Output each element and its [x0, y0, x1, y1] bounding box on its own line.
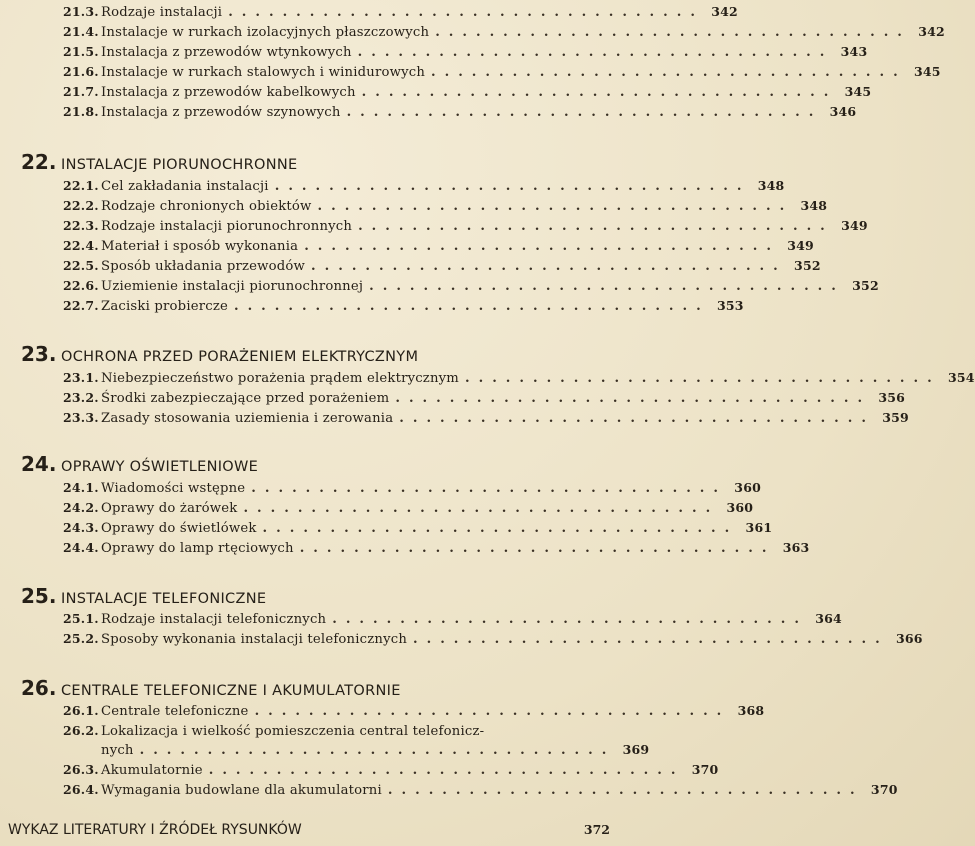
toc-final-entry	[8, 822, 610, 842]
entry-page: 349	[787, 238, 814, 253]
toc-entry	[63, 609, 842, 629]
entry-title: Zaciski probiercze	[101, 299, 228, 314]
entry-title: Środki zabezpieczające przed porażeniem	[101, 391, 390, 406]
entry-title: Oprawy do świetlówek	[101, 521, 257, 536]
entry-title: Rodzaje chronionych obiektów	[101, 199, 312, 214]
entry-number: 25.1.	[63, 611, 99, 626]
toc-entry	[63, 740, 650, 760]
leader-dots: ...................................	[358, 219, 834, 234]
final-entry-page: 372	[583, 822, 610, 837]
entry-page: 345	[844, 84, 872, 99]
entry-title: Instalacje w rurkach stalowych i winidurowych	[101, 65, 426, 80]
entry-page: 353	[717, 298, 744, 313]
entry-page: 360	[726, 500, 754, 515]
entry-title: Akumulatornie	[101, 763, 203, 778]
toc-entry	[63, 2, 738, 22]
toc-entry	[63, 408, 909, 428]
entry-page: 368	[737, 703, 765, 718]
entry-number: 24.1.	[63, 480, 99, 495]
leader-dots: ...................................	[208, 763, 685, 778]
entry-page: 366	[896, 631, 923, 646]
leader-dots: ...................................	[332, 612, 808, 627]
entry-number: 21.3.	[63, 4, 99, 19]
leader-dots: ...................................	[317, 199, 794, 214]
entry-title: Centrale telefoniczne	[101, 704, 249, 719]
toc-entry	[63, 196, 828, 216]
leader-dots: ...................................	[361, 85, 838, 100]
toc-entry	[63, 701, 765, 721]
entry-page: 360	[734, 480, 761, 495]
toc-entry	[63, 368, 975, 388]
entry-number: 22.4.	[63, 238, 99, 253]
entry-page: 343	[840, 44, 868, 59]
entry-title: Zasady stosowania uziemienia i zerowania	[101, 411, 394, 426]
toc-entry	[63, 629, 923, 649]
entry-title: Cel zakładania instalacji	[101, 179, 269, 194]
toc-entry	[63, 760, 719, 780]
leader-dots: ...................................	[243, 501, 720, 516]
leader-dots: ...................................	[299, 541, 776, 556]
entry-page: 363	[782, 540, 810, 555]
entry-number: 22.2.	[63, 198, 99, 213]
chapter-title: OCHRONA PRZED PORAŻENIEM ELEKTRYCZNYM	[61, 349, 419, 365]
entry-number: 22.6.	[63, 278, 99, 293]
chapter-heading	[21, 452, 258, 476]
entry-page: 348	[757, 178, 785, 193]
entry-number: 26.3.	[63, 762, 99, 777]
leader-dots: ...................................	[228, 5, 704, 20]
entry-page: 370	[691, 762, 719, 777]
leader-dots: ...................................	[387, 783, 864, 798]
entry-title: Sposób układania przewodów	[101, 259, 306, 274]
entry-number: 21.5.	[63, 44, 99, 59]
leader-dots: ...................................	[304, 239, 780, 254]
entry-title: Instalacja z przewodów szynowych	[101, 105, 341, 120]
entry-title: Niebezpieczeństwo porażenia prądem elektrycznym	[101, 371, 460, 386]
toc-entry	[63, 176, 785, 196]
entry-title: Materiał i sposób wykonania	[101, 239, 299, 254]
entry-page: 356	[878, 390, 906, 405]
leader-dots: ...................................	[311, 259, 787, 274]
chapter-heading	[21, 342, 418, 366]
entry-title: Instalacja z przewodów wtynkowych	[101, 45, 352, 60]
entry-page: 348	[800, 198, 828, 213]
chapter-heading	[21, 584, 266, 608]
entry-page: 364	[815, 611, 842, 626]
entry-number: 21.7.	[63, 84, 99, 99]
entry-title: nych	[101, 743, 134, 758]
entry-title: Instalacje w rurkach izolacyjnych płaszczowych	[101, 25, 430, 40]
chapter-number: 22.	[21, 150, 57, 174]
toc-entry	[63, 216, 868, 236]
entry-number: 24.4.	[63, 540, 99, 555]
entry-page: 342	[918, 24, 945, 39]
chapter-title: INSTALACJE TELEFONICZNE	[61, 591, 267, 607]
toc-entry	[63, 296, 744, 316]
entry-number: 22.3.	[63, 218, 99, 233]
entry-page: 359	[882, 410, 909, 425]
entry-number: 21.8.	[63, 104, 99, 119]
leader-dots: ...................................	[399, 411, 875, 426]
entry-number: 21.4.	[63, 24, 99, 39]
entry-number: 21.6.	[63, 64, 99, 79]
entry-title: Instalacja z przewodów kabelkowych	[101, 85, 356, 100]
chapter-heading	[21, 676, 401, 700]
leader-dots: ...................................	[274, 179, 751, 194]
toc-entry	[63, 62, 941, 82]
entry-title: Wiadomości wstępne	[101, 481, 246, 496]
toc-entry	[63, 388, 906, 408]
entry-page: 346	[829, 104, 857, 119]
entry-title: Oprawy do żarówek	[101, 501, 238, 516]
entry-number: 24.3.	[63, 520, 99, 535]
entry-page: 369	[622, 742, 650, 757]
chapter-heading	[21, 150, 297, 174]
leader-dots: ...................................	[465, 371, 941, 386]
leader-dots: ...................................	[369, 279, 845, 294]
entry-number: 26.1.	[63, 703, 99, 718]
toc-entry	[63, 518, 773, 538]
toc-entry	[63, 780, 898, 800]
entry-page: 370	[870, 782, 898, 797]
leader-dots: ...................................	[435, 25, 911, 40]
entry-title: Rodzaje instalacji	[101, 5, 223, 20]
entry-number: 26.2.	[63, 723, 99, 738]
entry-number: 26.4.	[63, 782, 99, 797]
toc-entry	[63, 22, 945, 42]
toc-entry	[63, 538, 810, 558]
leader-dots: ...................................	[357, 45, 834, 60]
leader-dots: ...................................	[234, 299, 710, 314]
toc-entry	[63, 498, 754, 518]
entry-number: 23.1.	[63, 370, 99, 385]
entry-page: 352	[852, 278, 879, 293]
entry-page: 342	[711, 4, 738, 19]
entry-title: Uziemienie instalacji piorunochronnej	[101, 279, 364, 294]
entry-page: 349	[841, 218, 868, 233]
entry-page: 354	[948, 370, 975, 385]
entry-number: 24.2.	[63, 500, 99, 515]
entry-page: 361	[745, 520, 773, 535]
leader-dots: ...................................	[346, 105, 823, 120]
leader-dots: ...................................	[251, 481, 727, 496]
entry-title: Wymagania budowlane dla akumulatorni	[101, 783, 382, 798]
leader-dots: ...................................	[254, 704, 731, 719]
entry-number: 22.1.	[63, 178, 99, 193]
entry-title: Rodzaje instalacji telefonicznych	[101, 612, 327, 627]
chapter-number: 25.	[21, 584, 57, 608]
toc-entry	[63, 102, 857, 122]
chapter-title: INSTALACJE PIORUNOCHRONNE	[61, 157, 298, 173]
leader-dots: ...................................	[139, 743, 616, 758]
entry-title: Sposoby wykonania instalacji telefonicznych	[101, 632, 408, 647]
entry-number: 23.2.	[63, 390, 99, 405]
chapter-number: 26.	[21, 676, 57, 700]
chapter-number: 23.	[21, 342, 57, 366]
entry-title: Lokalizacja i wielkość pomieszczenia central telefonicz-	[101, 724, 485, 739]
entry-number: 22.5.	[63, 258, 99, 273]
entry-title: Rodzaje instalacji piorunochronnych	[101, 219, 353, 234]
toc-entry	[63, 42, 868, 62]
entry-number: 25.2.	[63, 631, 99, 646]
final-entry-title: WYKAZ LITERATURY I ŹRÓDEŁ RYSUNKÓW	[8, 822, 302, 838]
toc-entry	[63, 721, 610, 741]
entry-number: 23.3.	[63, 410, 99, 425]
toc-entry	[63, 82, 872, 102]
toc-entry	[63, 256, 821, 276]
entry-title: Oprawy do lamp rtęciowych	[101, 541, 294, 556]
toc-entry	[63, 478, 761, 498]
leader-dots: ...................................	[395, 391, 872, 406]
entry-page: 352	[794, 258, 821, 273]
chapter-title: CENTRALE TELEFONICZNE I AKUMULATORNIE	[61, 683, 401, 699]
entry-number: 22.7.	[63, 298, 99, 313]
leader-dots: ...................................	[413, 632, 889, 647]
leader-dots: ...................................	[431, 65, 907, 80]
toc-entry	[63, 276, 879, 296]
toc-entry	[63, 236, 814, 256]
chapter-title: OPRAWY OŚWIETLENIOWE	[61, 459, 259, 475]
leader-dots: ...................................	[262, 521, 739, 536]
chapter-number: 24.	[21, 452, 57, 476]
entry-page: 345	[914, 64, 941, 79]
